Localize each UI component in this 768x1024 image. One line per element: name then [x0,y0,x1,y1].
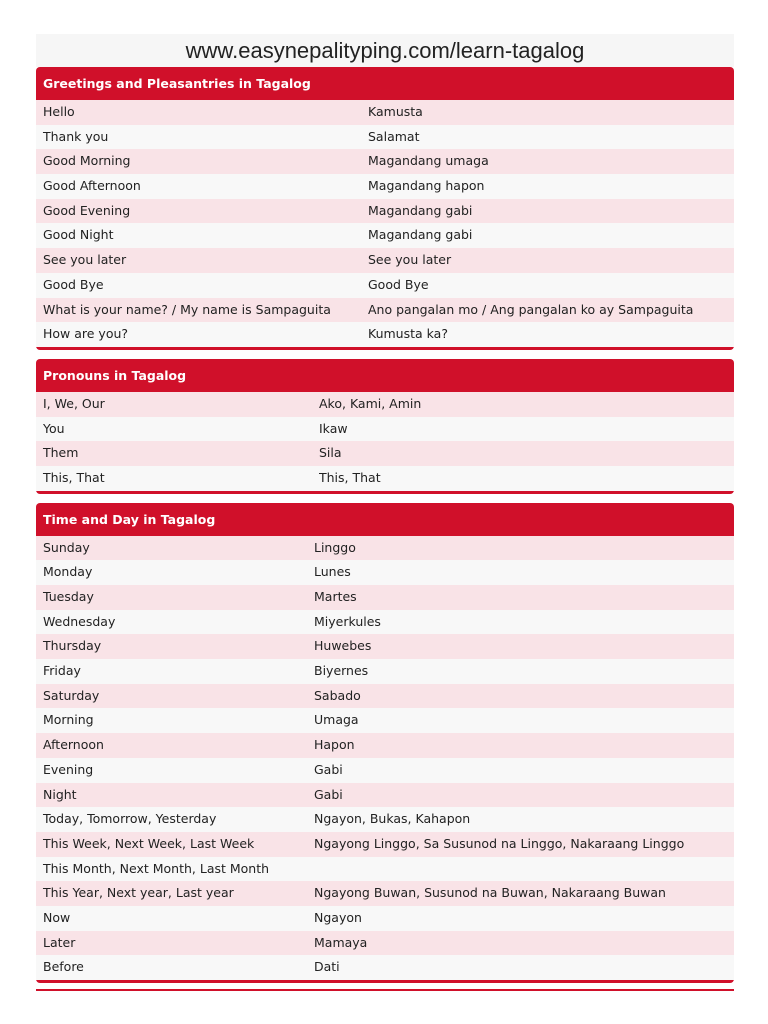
tagalog-phrase: Good Bye [368,276,429,292]
table-row [36,955,734,980]
document-page [36,34,734,983]
tagalog-phrase: Biyernes [314,663,369,679]
tagalog-phrase: Lunes [314,564,351,580]
next-section-edge [36,989,734,991]
english-phrase: Good Morning [43,153,131,169]
english-phrase: Hello [43,104,75,119]
english-phrase: Friday [43,663,81,679]
english-phrase: Tuesday [43,589,94,604]
section-title: Time and Day in Tagalog [36,503,734,536]
english-phrase: Saturday [43,687,100,703]
table-row [36,149,734,174]
english-phrase: I, We, Our [43,395,105,411]
tagalog-phrase: Miyerkules [314,613,381,629]
english-phrase: Today, Tomorrow, Yesterday [43,811,217,827]
english-phrase: Now [43,909,71,925]
tagalog-phrase: Ano pangalan mo / Ang pangalan ko ay Sampaguita [368,301,694,317]
english-phrase: Afternoon [43,737,104,753]
phrase-table [36,392,734,491]
english-phrase: Monday [43,564,93,580]
section-time-and-day [36,503,734,983]
tagalog-phrase: Dati [314,959,340,975]
table-row [36,199,734,224]
table-row [36,857,734,882]
tagalog-phrase: Ngayong Buwan, Susunod na Buwan, Nakaraang Buwan [314,885,666,901]
english-phrase: This Year, Next year, Last year [43,885,234,901]
english-phrase: Morning [43,712,94,728]
table-row [36,298,734,323]
table-row [36,441,734,466]
table-row [36,322,734,347]
table-row [36,610,734,635]
tagalog-phrase: Linggo [314,539,356,555]
tagalog-phrase: Magandang gabi [368,202,473,218]
tagalog-phrase: Sabado [314,687,361,703]
table-row [36,392,734,417]
english-phrase: Before [43,959,84,975]
tagalog-phrase: Ako, Kami, Amin [319,395,422,411]
table-row [36,248,734,273]
english-phrase: Good Evening [43,202,131,218]
table-row [36,832,734,857]
english-phrase: Later [43,934,76,950]
tagalog-phrase: Gabi [314,761,343,777]
english-phrase: How are you? [43,326,129,342]
tagalog-phrase: See you later [368,252,452,268]
table-row [36,585,734,610]
tagalog-phrase [314,857,734,882]
english-phrase: Thank you [43,128,109,144]
english-phrase: This Month, Next Month, Last Month [43,860,270,876]
english-phrase: Thursday [43,638,102,654]
tagalog-phrase: Gabi [314,786,343,802]
section-title: Pronouns in Tagalog [36,359,734,392]
table-row [36,881,734,906]
table-row [36,536,734,561]
english-phrase: What is your name? / My name is Sampaguita [43,301,331,317]
english-phrase: Good Bye [43,276,104,292]
tagalog-phrase: Umaga [314,712,359,728]
tagalog-phrase: Huwebes [314,638,372,654]
table-row [36,223,734,248]
tagalog-phrase: Salamat [368,128,420,144]
table-row [36,174,734,199]
english-phrase: This, That [43,469,105,485]
table-row [36,560,734,585]
table-row [36,807,734,832]
section-pronouns [36,359,734,494]
phrase-table [36,100,734,347]
tagalog-phrase: Magandang gabi [368,227,473,243]
tagalog-phrase: Magandang hapon [368,178,485,194]
tagalog-phrase: Kamusta [368,104,423,119]
table-row [36,125,734,150]
table-row [36,708,734,733]
tagalog-phrase: Ngayon [314,909,362,925]
section-greetings [36,67,734,350]
tagalog-phrase: Sila [319,445,342,461]
tagalog-phrase: Hapon [314,737,355,753]
table-row [36,659,734,684]
tagalog-phrase: Kumusta ka? [368,326,448,342]
table-row [36,684,734,709]
english-phrase: Evening [43,761,94,777]
tagalog-phrase: Ikaw [319,420,348,436]
table-row [36,906,734,931]
table-row [36,733,734,758]
tagalog-phrase: This, That [319,469,381,485]
table-row [36,466,734,491]
english-phrase: This Week, Next Week, Last Week [43,835,255,851]
tagalog-phrase: Magandang umaga [368,153,489,169]
english-phrase: Them [43,445,79,461]
table-row [36,783,734,808]
table-row [36,758,734,783]
english-phrase: Good Afternoon [43,178,141,194]
tagalog-phrase: Ngayon, Bukas, Kahapon [314,811,471,827]
english-phrase: Sunday [43,539,90,555]
table-row [36,417,734,442]
table-row [36,931,734,956]
site-url-header: www.easynepalityping.com/learn-tagalog [36,34,734,67]
tagalog-phrase: Mamaya [314,934,368,950]
english-phrase: Wednesday [43,613,116,629]
table-row [36,634,734,659]
tagalog-phrase: Martes [314,589,357,604]
english-phrase: You [43,420,65,436]
phrase-table [36,536,734,980]
english-phrase: Good Night [43,227,114,243]
table-row [36,100,734,125]
section-title: Greetings and Pleasantries in Tagalog [36,67,734,100]
table-row [36,273,734,298]
tagalog-phrase: Ngayong Linggo, Sa Susunod na Linggo, Nakaraang Linggo [314,835,685,851]
english-phrase: See you later [43,252,127,268]
english-phrase: Night [43,786,77,802]
